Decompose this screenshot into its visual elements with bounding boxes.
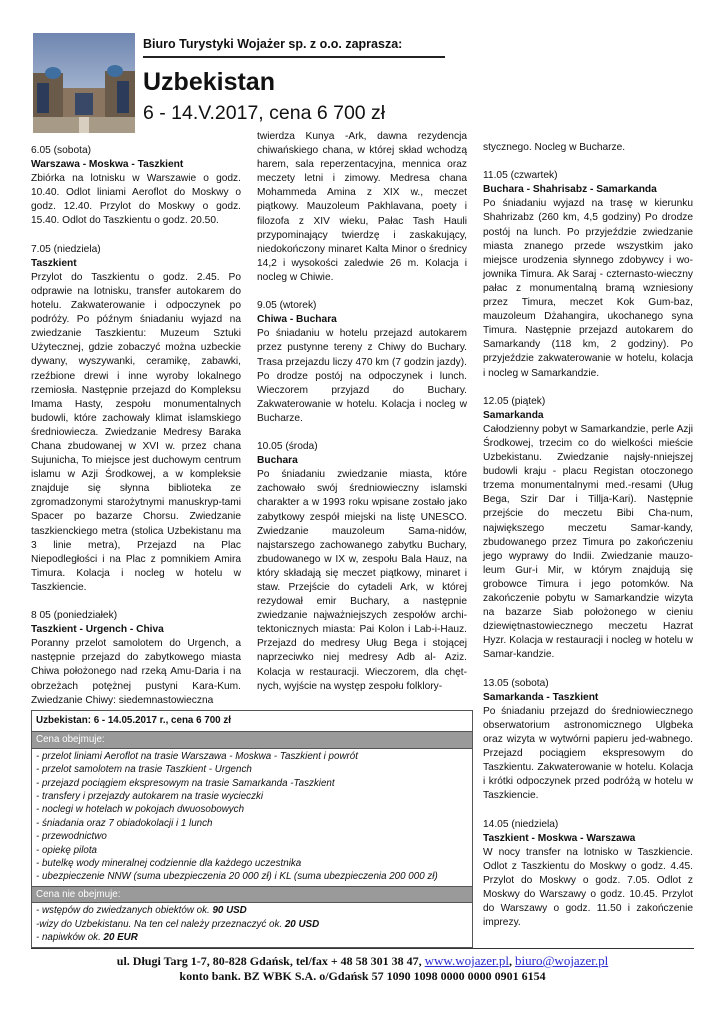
day-description: W nocy transfer na lotnisko w Taszkiencie. Odlot z Taszkientu do Moskwy o godz. 4.45. Przylot do Moskwy o godz. 7.05. Odlot z Moskwy do Warszawy o godz. 10.45. Przylot do Warszawy o godz. 11.50 i zakończenie imprezy.	[483, 846, 693, 929]
day-route: Chiwa - Buchara	[257, 314, 337, 326]
website-link[interactable]: www.wojazer.pl	[424, 953, 510, 968]
day-block	[31, 609, 241, 708]
day-description: Poranny przelot samolotem do Urgench, a następnie przejazd do zabytkowego miasta Chiwa położonego nad rzeką Amu-Daria i na obrzeżach potężnej pustyni Kara-Kum. Zwiedzanie Chiwy: siedemnastowieczna	[31, 638, 241, 706]
list-item: - noclegi w hotelach w pokojach dwuosobowych	[36, 804, 245, 816]
day-route: Buchara - Shahrisabz - Samarkanda	[483, 184, 657, 196]
footer-address: ul. Długi Targ 1-7, 80-828 Gdańsk, tel/fax + 48 58 301 38 47,	[116, 954, 422, 968]
day-date: 13.05 (sobota)	[483, 677, 549, 689]
day-description: Po śniadaniu wyjazd na trasę w kierunku Shahrizabz (260 km, 4,5 godziny) Po drodze postój na lunch. Po przyjeździe zwiedzanie miasta znanego przede wszystkim jako miejsce urodzenia słynnego zdobywcy i wo-jownika Timura. Ak Saraj - czternasto-wieczny pałac z monumentalną bramą wzniesiony przez Timura, meczet Kok Gum-baz, mauzoleum Dżahangira, ukochanego syna Timura. Następnie przejazd autokarem do Samarkandy (118 km, 2 godziny). Po przyjeździe zakwaterowanie w hotelu, kolacja i nocleg w Samarkandzie.	[483, 198, 693, 379]
excluded-label: Cena nie obejmuje:	[32, 886, 472, 903]
day-date: 8 05 (poniedziałek)	[31, 610, 118, 622]
day-date: 9.05 (wtorek)	[257, 300, 317, 312]
day-description: Zbiórka na lotnisku w Warszawie o godz. 10.40. Odlot liniami Aeroflot do Moskwy o godz. 12.40. Przylot do Moskwy o godz. 15.40. Odlot do Taszkientu o godz. 20.50.	[31, 173, 241, 227]
day-route: Taszkient	[31, 257, 77, 269]
list-item: - transfery i przejazdy autokarem na trasie wycieczki	[36, 791, 264, 803]
footer-divider	[31, 948, 694, 949]
list-item	[36, 904, 468, 917]
day-description: Po śniadaniu zwiedzanie miasta, które zachowało swój średniowieczny islamski charakter a w 1993 roku wpisane zostało jako zabytkowy zespół miejski na listę UNESCO. Zwiedzanie mauzoleum Sama-nidów, najstarszego zachowanego zabytku Buchary, zbudowanego w IX w, zespołu Bala Hauz, na który składają się meczet piątkowy, minaret i staw. Przejście do cytadeli Ark, w której rezydował emir Buchary, a następnie zwiedzanie najważniejszych zespołów archi-tektonicznych miasta: Pai Kolon i Lab-i-Hauz. Przejazd do medresy Uług Bega i stojącej naprzeciwko niej medresy Adb al- Aziz. Kolacja w restauracji. Wieczorem, dla chęt-nych, wyjście na występ zespołu folklory-	[257, 469, 467, 692]
list-item: - śniadania oraz 7 obiadokolacji i 1 lunch	[36, 817, 213, 829]
day-date: 14.05 (niedziela)	[483, 818, 559, 830]
excluded-list	[32, 903, 472, 946]
list-item: - przejazd pociągiem ekspresowym na trasie Samarkanda -Taszkient	[36, 777, 335, 789]
day-block	[31, 144, 241, 229]
day-date: 7.05 (niedziela)	[31, 243, 101, 255]
list-item	[36, 918, 468, 931]
day-date: 10.05 (środa)	[257, 441, 318, 453]
list-item: - butelkę wody mineralnej codziennie dla każdego uczestnika	[36, 858, 302, 870]
day-route: Taszkient - Moskwa - Warszawa	[483, 832, 636, 844]
list-item: - przelot liniami Aeroflot na trasie Warszawa - Moskwa - Taszkient i powrót	[36, 750, 358, 762]
day-route: Buchara	[257, 455, 298, 467]
page-title: Uzbekistan	[143, 68, 275, 96]
itinerary-column-1	[31, 144, 241, 722]
day-block	[257, 440, 467, 694]
day-block	[257, 299, 467, 426]
list-item: - ubezpieczenie NNW (suma ubezpieczenia 20 000 zł) i KL (suma ubezpieczenia 200 000 zł)	[36, 871, 438, 883]
list-item: - opiekę pilota	[36, 844, 97, 856]
footer-contact: ul. Długi Targ 1-7, 80-828 Gdańsk, tel/fax + 48 58 301 38 47, www.wojazer.pl, biuro@wojazer.pl	[116, 953, 609, 968]
day-date: 11.05 (czwartek)	[483, 170, 558, 182]
day-date: 6.05 (sobota)	[31, 145, 92, 156]
email-link[interactable]: biuro@wojazer.pl	[515, 953, 609, 968]
day-block	[257, 130, 467, 285]
day-description: Przylot do Taszkientu o godz. 2.45. Po odprawie na lotnisku, transfer autokarem do hotelu. Zakwaterowanie i odpoczynek po podróży. Po późnym śniadaniu wyjazd na zwiedzanie Taszkientu: Muzeum Sztuki Użytecznej, gdzie zobaczyć można uzbeckie dywany, wyszywanki, ceramikę, zabawki, rzeźbione drewi i inne wyroby lokalnego rzemiosła. Następnie przejazd do Kompleksu Imama Hasty, zespołu monumentalnych budowli, które zachowały klimat islamskiego średniowiecza. Zwiedzanie Medresy Baraka Chana zbudowanej w XVI w. przez chana Sujunicha, To miejsce jest duchowym centrum islamu w Azji Środkowej, a w kompleksie znajduje się słynna biblioteka ze zgromadzonymi starożytnymi manuskryp-tami Spacer po bazarze Chorsu. Zwiedzanie taszkienckiego metra (stolica Uzbekistanu ma 3 linie metra), Przejazd na Plac Niepodległości i na Plac z pomnikiem Amira Timura. Kolacja i nocleg w hotelu w Taszkiencie.	[31, 271, 241, 593]
excluded-text: -wizy do Uzbekistanu. Na ten cel należy przeznaczyć ok.	[36, 918, 283, 930]
excluded-text: - napiwków ok.	[36, 932, 101, 944]
day-route: Taszkient - Urgench - Chiva	[31, 624, 164, 636]
day-block	[483, 169, 693, 380]
list-item: - przewodnictwo	[36, 831, 107, 843]
price-box	[31, 710, 473, 948]
excluded-text: - wstępów do zwiedzanych obiektów ok.	[36, 905, 210, 917]
itinerary-column-2	[257, 130, 467, 708]
day-date: 12.05 (piątek)	[483, 395, 546, 407]
included-list	[32, 749, 472, 886]
excluded-amount: 20 EUR	[103, 932, 138, 944]
registan-photo	[33, 33, 135, 133]
day-description: Po śniadaniu przejazd do średniowiecznego obserwatorium astronomicznego Ulgbeka oraz wizyta w wytwórni papieru jed-wabnego. Przejazd pociągiem ekspresowym do Taszkientu. Zakwaterowanie w hotelu. Kolacja i krótki odpoczynek przed podróżą w hotelu w Taszkiencie.	[483, 705, 693, 802]
day-block	[483, 141, 693, 155]
day-description: stycznego. Nocleg w Bucharze.	[483, 142, 626, 153]
header-divider	[143, 56, 445, 58]
day-route: Warszawa - Moskwa - Taszkient	[31, 159, 184, 171]
day-route: Samarkanda - Taszkient	[483, 691, 599, 703]
intro-text: Biuro Turystyki Wojażer sp. z o.o. zaprasza:	[143, 37, 403, 51]
day-block	[483, 395, 693, 663]
day-description: Po śniadaniu w hotelu przejazd autokarem przez pustynne tereny z Chiwy do Buchary. Trasa przejazdu liczy 470 km (7 godzin jazdy). Po drodze postój na odpoczynek i lunch. Wieczorem przyjazd do Buchary. Zakwaterowanie w hotelu. Kolacja i nocleg w Bucharze.	[257, 328, 467, 424]
day-block	[483, 818, 693, 931]
day-block	[483, 677, 693, 804]
list-item: - przelot samolotem na trasie Taszkient - Urgench	[36, 764, 252, 776]
excluded-amount: 90 USD	[212, 905, 247, 917]
day-route: Samarkanda	[483, 409, 544, 421]
day-description: twierdza Kunya -Ark, dawna rezydencja chiwańskiego chana, w której skład wchodzą harem, sala reperzentacyjna, mennica oraz meczety letni i zimowy. Medresa chana Mohammeda Amina z XIX w., meczet piątkowy. Mauzoleum Pakhlavana, poety i filozofa z XIV wieku, Pałac Tash Hauli przypominający twierdzę i zaskakujący, niedokończony minaret Kalta Minor o średnicy 14,2 i wysokości zaledwie 26 m. Kolacja i nocleg w Chiwie.	[257, 131, 467, 283]
footer-bank-account: konto bank. BZ WBK S.A. o/Gdańsk 57 1090 1098 0000 0000 0901 6154	[179, 969, 546, 983]
included-label: Cena obejmuje:	[32, 732, 472, 748]
day-description: Całodzienny pobyt w Samarkandzie, perle Azji Środkowej, trzecim co do wielkości mieście Uzbekistanu. Zwiedzanie najsły-nniejszej budowli kraju - placu Registan otoczonego trzema monumentalnymi med.-resami (Uług Bega, Szir Dar i Tillja-Kari). Następnie przejście do meczetu Bibi Cha-num, największego meczetu Samar-kandy, zbudowanego przez Timura po zakończeniu jego wyprawy do Indii. Zwiedzanie mauzo-leum Gur-i Mir, w którym znajdują się grobowce Timura i jego potomków. Na zakończenie pobytu w Samarkandzie wizyta na bazarze Siab położonego w cieniu dziewiętnastowiecznego meczetu Hazrat Hyzr. Kolacja w restauracji i nocleg w hotelu w Samar-kandzie.	[483, 423, 693, 661]
excluded-amount: 20 USD	[284, 918, 320, 930]
list-item	[36, 931, 468, 944]
price-box-header: Uzbekistan: 6 - 14.05.2017 r., cena 6 700 zł	[32, 711, 472, 732]
page-subtitle: 6 - 14.V.2017, cena 6 700 zł	[143, 102, 386, 124]
day-block	[31, 243, 241, 595]
itinerary-column-3	[483, 141, 693, 944]
